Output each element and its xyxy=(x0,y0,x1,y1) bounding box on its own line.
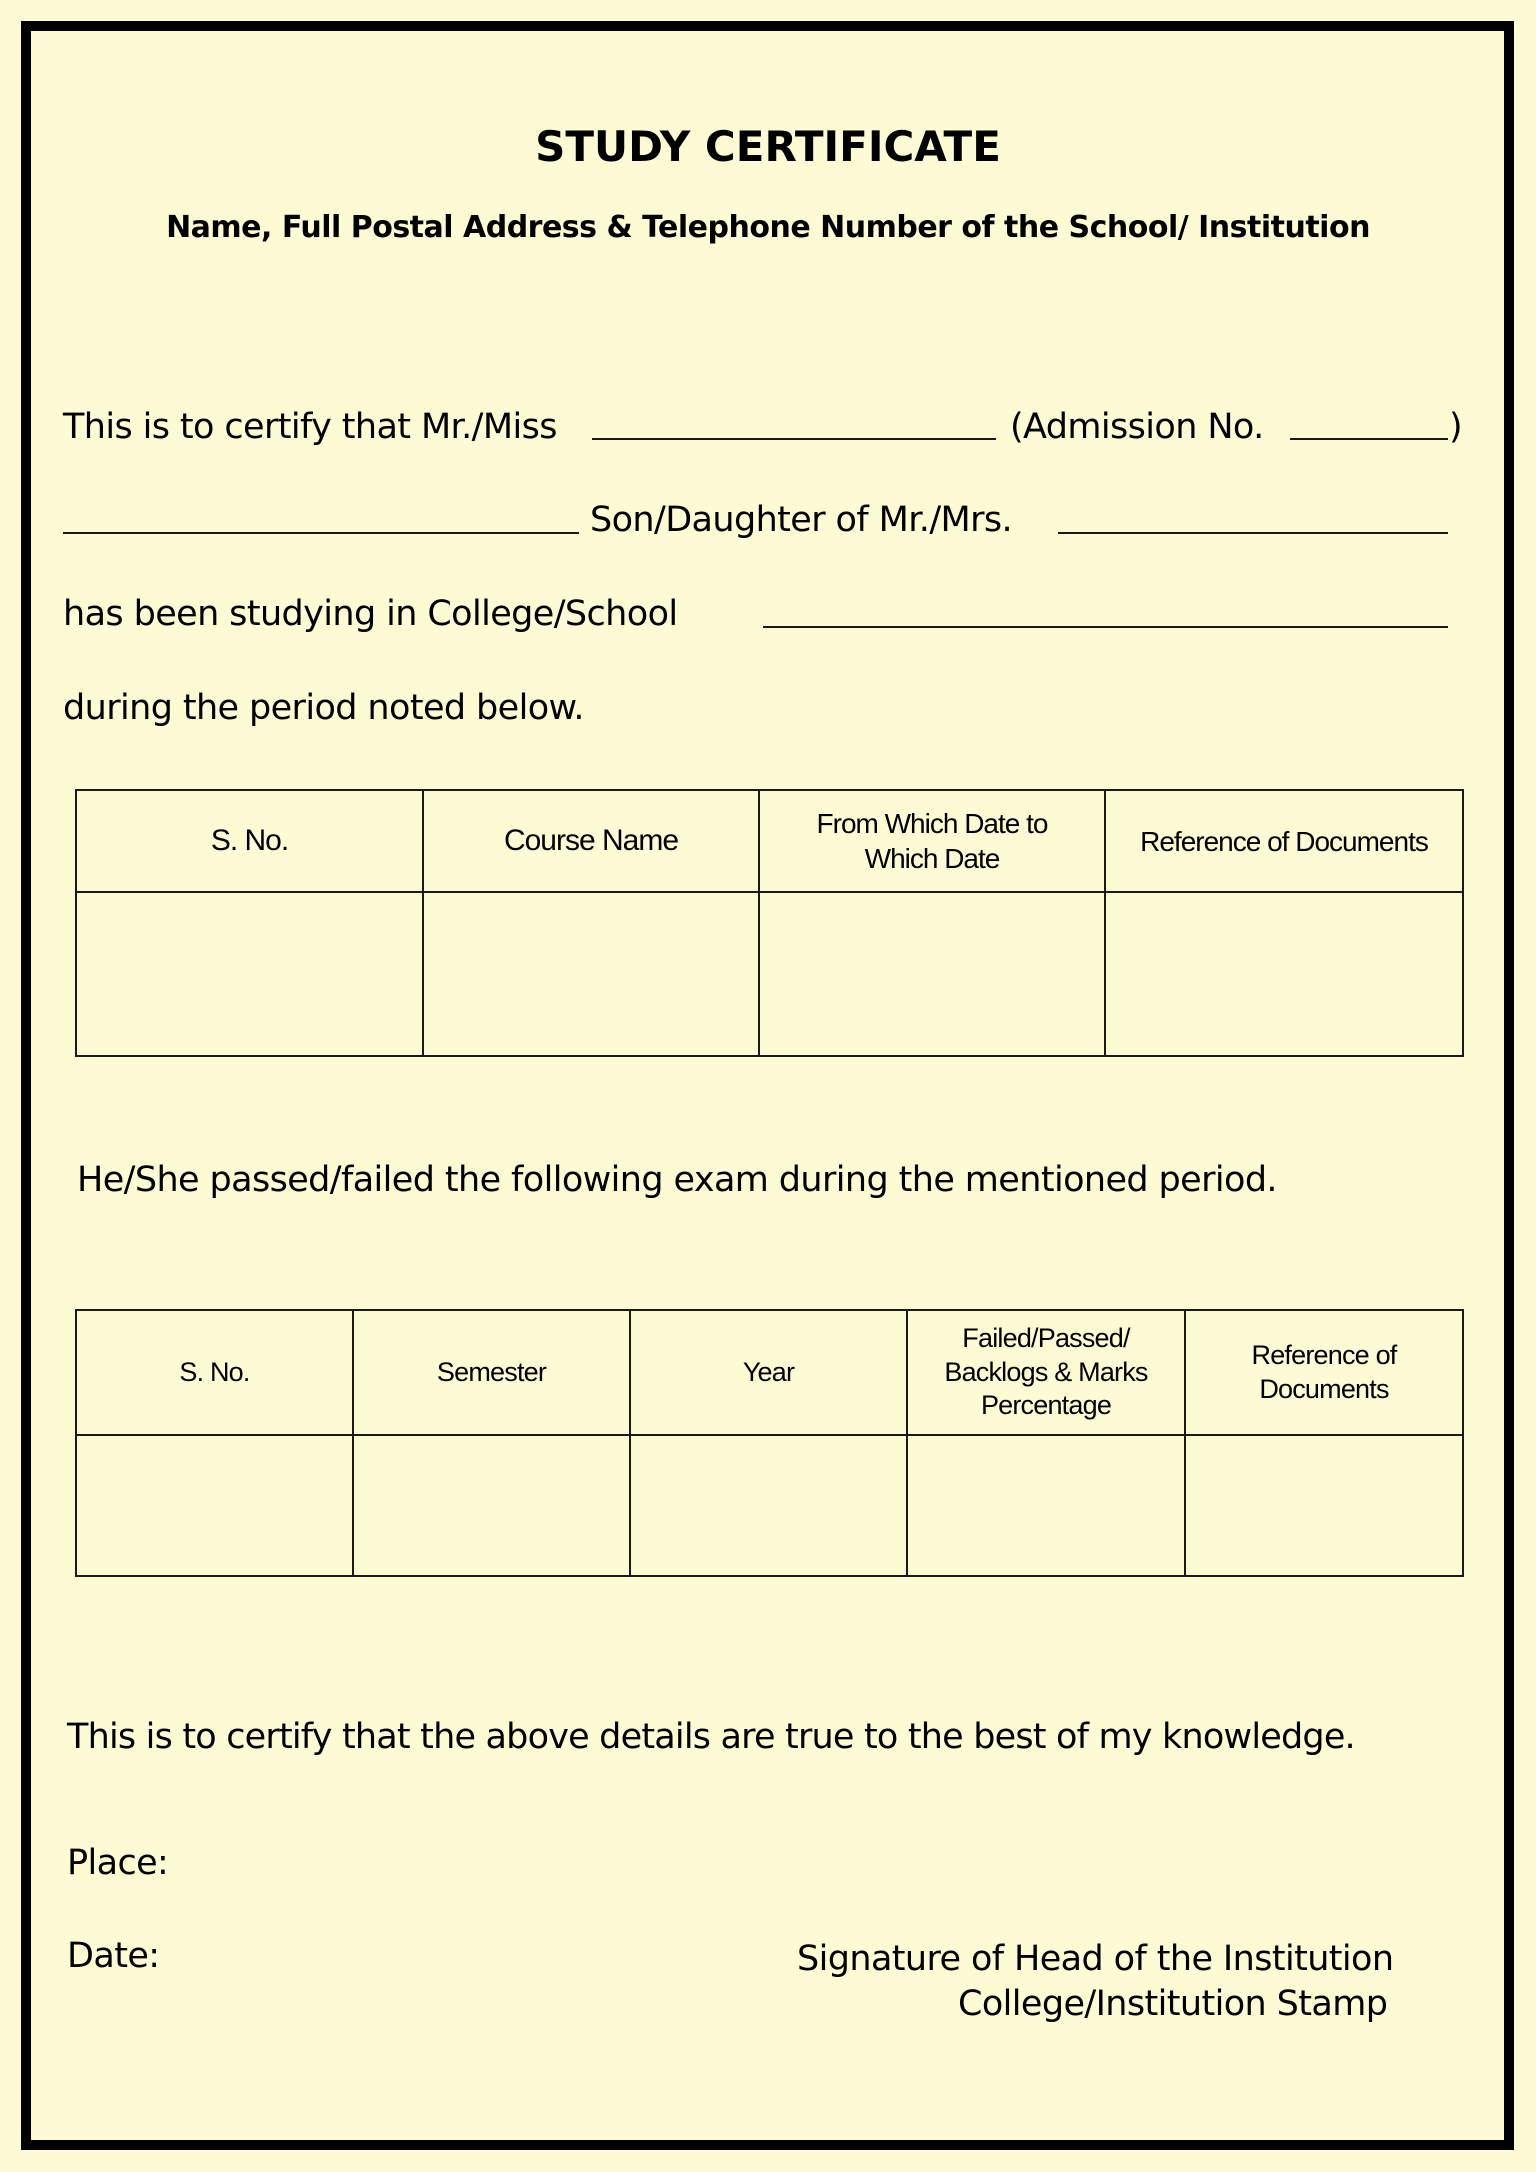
certificate-border xyxy=(21,21,1514,2150)
cell-reference-documents[interactable] xyxy=(1185,1435,1463,1576)
institution-details-heading: Name, Full Postal Address & Telephone Number of the School/ Institution xyxy=(166,210,1370,245)
admission-number-field[interactable] xyxy=(1290,438,1448,440)
header-result-line1: Failed/Passed/ xyxy=(962,1322,1130,1353)
header-date-range xyxy=(759,790,1105,892)
header-result-marks xyxy=(907,1310,1185,1435)
header-reference-line1: Reference of xyxy=(1251,1339,1397,1370)
header-date-range-line2: Which Date xyxy=(864,843,1000,874)
header-reference-line2: Documents xyxy=(1259,1373,1389,1404)
exam-results-table xyxy=(75,1309,1464,1577)
cell-reference-documents[interactable] xyxy=(1105,892,1463,1056)
table-header-row xyxy=(76,790,1463,892)
cell-course-name[interactable] xyxy=(423,892,759,1056)
place-label: Place: xyxy=(67,1843,169,1883)
cell-result-marks[interactable] xyxy=(907,1435,1185,1576)
studying-in-label: has been studying in College/School xyxy=(63,594,678,634)
period-noted-text: during the period noted below. xyxy=(63,688,584,728)
cell-year[interactable] xyxy=(630,1435,907,1576)
study-period-table xyxy=(75,789,1464,1057)
header-course-name: Course Name xyxy=(423,790,759,892)
header-s-no: S. No. xyxy=(76,790,423,892)
header-result-line3: Percentage xyxy=(980,1390,1112,1421)
header-date-range-line1: From Which Date to xyxy=(816,808,1048,839)
cell-s-no[interactable] xyxy=(76,892,423,1056)
certify-line1-prefix: This is to certify that Mr./Miss xyxy=(63,407,557,447)
college-school-field[interactable] xyxy=(763,626,1448,628)
admission-number-label: (Admission No. xyxy=(1010,407,1264,447)
student-name-continuation-field[interactable] xyxy=(63,532,579,534)
student-name-field[interactable] xyxy=(592,438,996,440)
relation-label: Son/Daughter of Mr./Mrs. xyxy=(590,500,1013,540)
exam-statement: He/She passed/failed the following exam during the mentioned period. xyxy=(77,1160,1277,1200)
declaration-text: This is to certify that the above details are true to the best of my knowledge. xyxy=(67,1717,1355,1757)
header-reference-documents: Reference of Documents xyxy=(1105,790,1463,892)
cell-date-range[interactable] xyxy=(759,892,1105,1056)
stamp-label: College/Institution Stamp xyxy=(958,1984,1388,2024)
table-header-row xyxy=(76,1310,1463,1435)
header-s-no: S. No. xyxy=(76,1310,353,1435)
date-label: Date: xyxy=(67,1936,160,1976)
cell-semester[interactable] xyxy=(353,1435,630,1576)
table-row xyxy=(76,892,1463,1056)
document-title: STUDY CERTIFICATE xyxy=(535,122,1001,171)
cell-s-no[interactable] xyxy=(76,1435,353,1576)
header-result-line2: Backlogs & Marks xyxy=(944,1356,1148,1387)
header-year: Year xyxy=(630,1310,907,1435)
parent-name-field[interactable] xyxy=(1058,532,1448,534)
signature-label: Signature of Head of the Institution xyxy=(797,1939,1394,1979)
header-reference-documents xyxy=(1185,1310,1463,1435)
table-row xyxy=(76,1435,1463,1576)
header-semester: Semester xyxy=(353,1310,630,1435)
admission-close-paren: ) xyxy=(1449,407,1463,447)
